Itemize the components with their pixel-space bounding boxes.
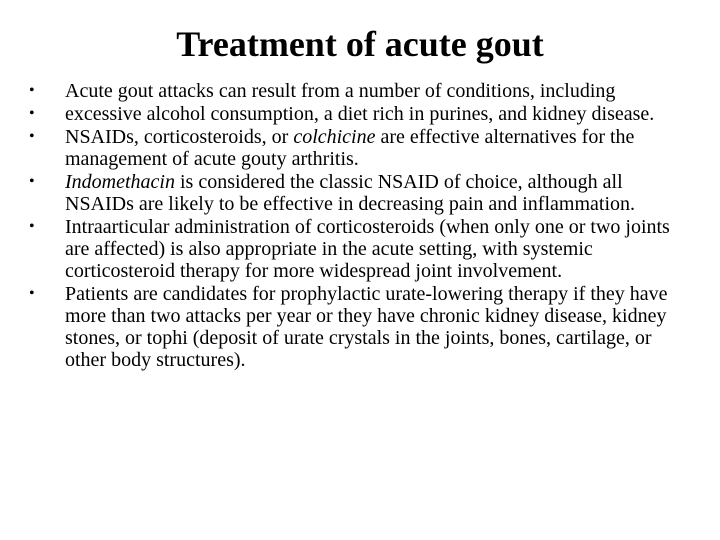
bullet-text: Intraarticular administration of corticosteroids (when only one or two joints are affected) is also appropriate in the acute setting, with systemic corticosteroid therapy for more widespread joint involvement. xyxy=(65,216,670,282)
bullet-icon: • xyxy=(29,173,35,190)
bullet-list xyxy=(24,80,694,372)
bullet-text: excessive alcohol consumption, a diet rich in purines, and kidney disease. xyxy=(65,103,655,125)
bullet-text: Patients are candidates for prophylactic urate-lowering therapy if they have more than two attacks per year or they have chronic kidney disease, kidney stones, or tophi (deposit of urate crystals in the joints, bones, cartilage, or other body structures). xyxy=(65,283,668,371)
bullet-icon: • xyxy=(29,105,35,122)
bullet-item xyxy=(24,283,694,371)
bullet-text-italic: colchicine xyxy=(293,126,376,148)
bullet-icon: • xyxy=(29,128,35,145)
bullet-item xyxy=(24,126,694,170)
bullet-item xyxy=(24,103,694,125)
bullet-text-italic: Indomethacin xyxy=(65,171,175,193)
bullet-icon: • xyxy=(29,82,35,99)
bullet-item xyxy=(24,80,694,102)
bullet-text: are effective alternatives for the management of acute gouty arthritis. xyxy=(65,126,635,170)
bullet-item xyxy=(24,171,694,215)
bullet-text: is considered the classic NSAID of choice, although all NSAIDs are likely to be effective in decreasing pain and inflammation. xyxy=(65,171,635,215)
bullet-item xyxy=(24,216,694,282)
bullet-icon: • xyxy=(29,285,35,302)
slide-title: Treatment of acute gout xyxy=(176,24,544,64)
bullet-text: Acute gout attacks can result from a number of conditions, including xyxy=(65,80,616,102)
bullet-text: NSAIDs, corticosteroids, or xyxy=(65,126,294,148)
bullet-icon: • xyxy=(29,218,35,235)
